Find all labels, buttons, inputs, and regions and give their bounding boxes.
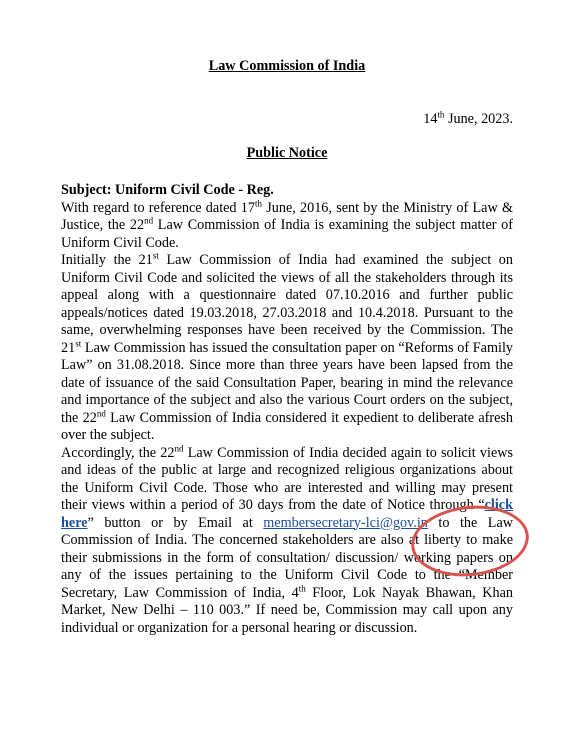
p1-sup-b: nd (144, 215, 154, 226)
p3-text-d: to the Law Commission of India. The concerned stakeholders are also at liberty to make their submissions in the form of consultation/ discussion/ working papers on any of the issues pertaining to the Uniform Civil Code to the “Member Secretary, Law Commission of India, 4 (61, 514, 514, 601)
p3-text-b: Law Commission of India decided again to solicit views and ideas of the public at large and recognized religious organizations about the Uniform Civil Code. Those who are interested and willing may present their views within a period of 30 days from the date of Notice through “ (61, 444, 514, 513)
p3-sup-d: th (298, 582, 306, 593)
p3-text-e: Floor, Lok Nayak Bhawan, Khan Market, New Delhi – 110 003.” If need be, Commission may call upon any individual or organization for a personal hearing or discussion. (61, 584, 514, 636)
p2-text-c: Law Commission has issued the consultation paper on “Reforms of Family Law” on 31.08.2018. Since more than three years have been lapsed from the date of issuance of the said Consultation Paper, bearing in mind the relevance and importance of the subject and also the various Court orders on the subject, the 22 (61, 339, 513, 426)
date-rest: June, 2023. (444, 111, 513, 127)
p3-sup-a: nd (174, 442, 184, 453)
p2-text-d: Law Commission of India considered it expedient to deliberate afresh over the subject. (61, 409, 513, 443)
paragraph-3 (61, 442, 514, 638)
notice-title: Public Notice (246, 145, 328, 161)
organization-heading: Law Commission of India (208, 58, 366, 74)
p1-sup-a: th (254, 197, 262, 208)
p1-text-c: Law Commission of India is examining the subject matter of Uniform Civil Code. (61, 217, 513, 251)
paragraph-2 (61, 252, 513, 445)
p2-text-b: Law Commission of India had examined the subject on Uniform Civil Code and solicited the views of all the stakeholders through its appeal along with a questionnaire dated 07.10.2016 and further public appeals/notices dated 19.03.2018, 27.03.2018 and 10.4.2018. Pursuant to the same, overwhelming responses have been received by the Commission. The 21 (61, 252, 513, 356)
paragraph-1 (61, 197, 513, 253)
p3-text-c: ” button or by Email at (87, 514, 264, 531)
date-day: 14 (423, 111, 438, 127)
p1-text-b: June, 2016, sent by the Ministry of Law & Justice, the 22 (61, 199, 513, 233)
p2-text-a: Initially the 21 (61, 252, 153, 268)
p1-text-a: With regard to reference dated 17 (61, 199, 255, 216)
p2-sup-b: st (75, 337, 82, 348)
email-link[interactable]: membersecretary-lci@gov.in (263, 514, 428, 531)
notice-date (61, 111, 513, 129)
p2-sup-a: st (152, 250, 159, 261)
date-suffix: th (437, 109, 445, 120)
subject-line: Subject: Uniform Civil Code - Reg. (61, 182, 274, 198)
click-here-link[interactable]: click here (61, 497, 513, 531)
notice-page (61, 58, 513, 637)
p3-text-a: Accordingly, the 22 (61, 444, 175, 461)
p2-sup-c: nd (96, 407, 106, 418)
